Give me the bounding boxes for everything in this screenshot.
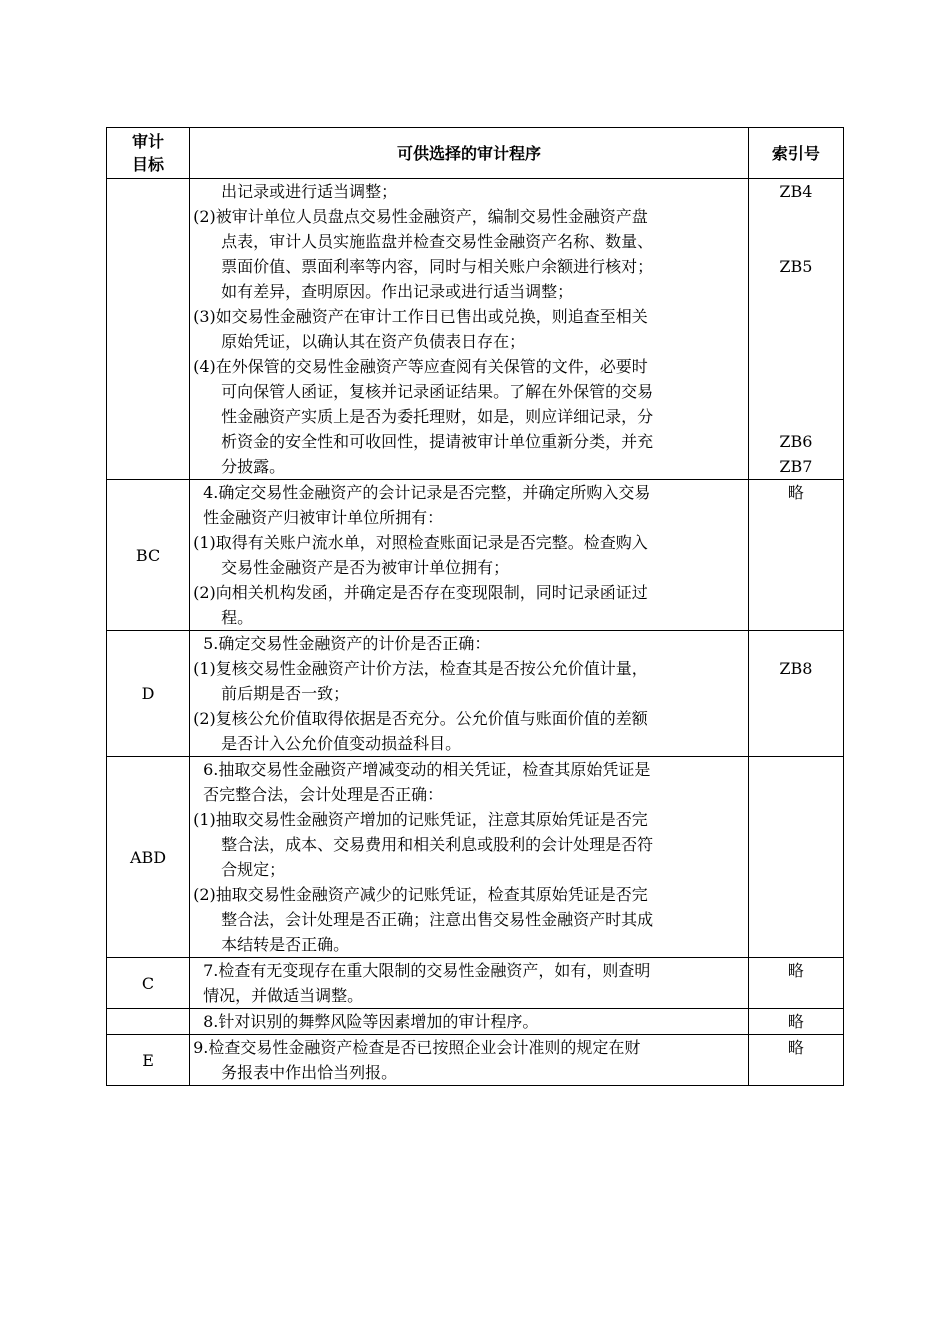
audit-objective: C bbox=[107, 958, 190, 1009]
table-row bbox=[107, 958, 844, 1009]
table-row bbox=[107, 631, 844, 757]
table-row bbox=[107, 1009, 844, 1035]
procedure-cell bbox=[190, 631, 749, 757]
procedure-heading: 6.抽取交易性金融资产增减变动的相关凭证，检查其原始凭证是 bbox=[203, 760, 651, 779]
audit-objective: ABD bbox=[107, 757, 190, 958]
index-cell bbox=[748, 480, 843, 631]
procedure-line: (1)抽取交易性金融资产增加的记账凭证，注意其原始凭证是否完 bbox=[193, 810, 648, 829]
procedure-line: 点表，审计人员实施监盘并检查交易性金融资产名称、数量、 bbox=[221, 232, 654, 251]
procedure-line: 本结转是否正确。 bbox=[221, 935, 350, 954]
procedure-line: 整合法，会计处理是否正确；注意出售交易性金融资产时其成 bbox=[221, 910, 654, 929]
index-number: 略 bbox=[787, 1038, 804, 1057]
procedure-line: 如有差异，查明原因。作出记录或进行适当调整； bbox=[221, 282, 574, 301]
index-number: 略 bbox=[787, 483, 804, 502]
procedure-heading: 9.检查交易性金融资产检查是否已按照企业会计准则的规定在财 bbox=[193, 1038, 641, 1057]
procedure-cell bbox=[190, 757, 749, 958]
table-row bbox=[107, 179, 844, 480]
audit-procedure-table bbox=[106, 127, 844, 1086]
index-number: ZB8 bbox=[779, 659, 813, 678]
index-number: 略 bbox=[787, 1012, 804, 1031]
index-cell bbox=[748, 631, 843, 757]
index-number: ZB5 bbox=[779, 257, 813, 276]
procedure-line: 整合法，成本、交易费用和相关利息或股利的会计处理是否符 bbox=[221, 835, 654, 854]
procedure-cell bbox=[190, 179, 749, 480]
index-number: ZB7 bbox=[779, 457, 813, 476]
header-procedure: 可供选择的审计程序 bbox=[190, 128, 749, 179]
procedure-line: 析资金的安全性和可收回性，提请被审计单位重新分类，并充 bbox=[221, 432, 654, 451]
procedure-line: 是否计入公允价值变动损益科目。 bbox=[221, 734, 462, 753]
procedure-line: 否完整合法，会计处理是否正确： bbox=[203, 785, 444, 804]
procedure-line: 前后期是否一致； bbox=[221, 684, 350, 703]
audit-objective bbox=[107, 179, 190, 480]
procedure-line: 原始凭证，以确认其在资产负债表日存在； bbox=[221, 332, 526, 351]
index-cell bbox=[748, 179, 843, 480]
procedure-line: (1)取得有关账户流水单，对照检查账面记录是否完整。检查购入 bbox=[193, 533, 648, 552]
procedure-line: (3)如交易性金融资产在审计工作日已售出或兑换，则追查至相关 bbox=[193, 307, 648, 326]
procedure-cell bbox=[190, 958, 749, 1009]
audit-objective: BC bbox=[107, 480, 190, 631]
index-number: ZB6 bbox=[779, 432, 813, 451]
procedure-line: (2)被审计单位人员盘点交易性金融资产，编制交易性金融资产盘 bbox=[193, 207, 648, 226]
index-cell bbox=[748, 1009, 843, 1035]
index-cell bbox=[748, 757, 843, 958]
procedure-heading: 7.检查有无变现存在重大限制的交易性金融资产，如有，则查明 bbox=[203, 961, 651, 980]
index-cell bbox=[748, 958, 843, 1009]
procedure-line: (2)复核公允价值取得依据是否充分。公允价值与账面价值的差额 bbox=[193, 709, 648, 728]
table-row bbox=[107, 757, 844, 958]
procedure-line: 分披露。 bbox=[221, 457, 286, 476]
procedure-line: 交易性金融资产是否为被审计单位拥有； bbox=[221, 558, 510, 577]
procedure-heading: 4.确定交易性金融资产的会计记录是否完整，并确定所购入交易 bbox=[203, 483, 651, 502]
audit-objective: D bbox=[107, 631, 190, 757]
procedure-line: 情况，并做适当调整。 bbox=[203, 986, 364, 1005]
audit-objective bbox=[107, 1009, 190, 1035]
procedure-line: 性金融资产实质上是否为委托理财，如是，则应详细记录，分 bbox=[221, 407, 654, 426]
procedure-line: (2)向相关机构发函，并确定是否存在变现限制，同时记录函证过 bbox=[193, 583, 648, 602]
header-index: 索引号 bbox=[748, 128, 843, 179]
procedure-heading: 5.确定交易性金融资产的计价是否正确： bbox=[203, 634, 491, 653]
table-row bbox=[107, 480, 844, 631]
table-row bbox=[107, 1035, 844, 1086]
procedure-cell bbox=[190, 1035, 749, 1086]
procedure-cell bbox=[190, 1009, 749, 1035]
index-number: ZB4 bbox=[779, 182, 813, 201]
header-objective: 审计 目标 bbox=[107, 128, 190, 179]
procedure-line: 性金融资产归被审计单位所拥有： bbox=[203, 508, 444, 527]
index-number: 略 bbox=[787, 961, 804, 980]
procedure-line: 可向保管人函证，复核并记录函证结果。了解在外保管的交易 bbox=[221, 382, 654, 401]
procedure-line: 务报表中作出恰当列报。 bbox=[221, 1063, 398, 1082]
procedure-heading: 8.针对识别的舞弊风险等因素增加的审计程序。 bbox=[203, 1012, 539, 1031]
table-header-row bbox=[107, 128, 844, 179]
audit-objective: E bbox=[107, 1035, 190, 1086]
procedure-line: 合规定； bbox=[221, 860, 286, 879]
procedure-line: 程。 bbox=[221, 608, 254, 627]
procedure-line: 票面价值、票面利率等内容，同时与相关账户余额进行核对； bbox=[221, 257, 654, 276]
index-cell bbox=[748, 1035, 843, 1086]
procedure-line: (1)复核交易性金融资产计价方法，检查其是否按公允价值计量， bbox=[193, 659, 648, 678]
procedure-cell bbox=[190, 480, 749, 631]
procedure-line: (4)在外保管的交易性金融资产等应查阅有关保管的文件，必要时 bbox=[193, 357, 648, 376]
procedure-line: 出记录或进行适当调整； bbox=[221, 182, 398, 201]
procedure-line: (2)抽取交易性金融资产减少的记账凭证，检查其原始凭证是否完 bbox=[193, 885, 648, 904]
